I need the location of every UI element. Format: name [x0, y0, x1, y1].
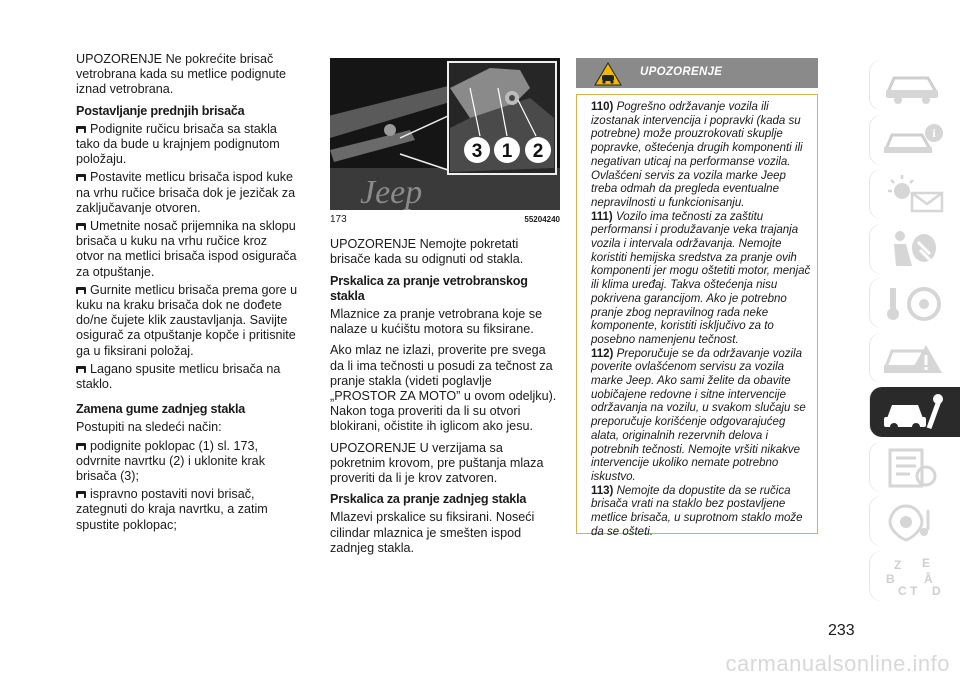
tab-lights[interactable]	[870, 169, 960, 219]
svg-text:D: D	[932, 583, 941, 597]
section-heading-rear-wiper: Zamena gume zadnjeg stakla	[76, 402, 246, 417]
rear-wiper-figure	[330, 58, 560, 210]
step-item: Umetnite nosač prijemnika na sklopu brisača u kuku na vrhu ručice kroz otvor na metlici brisača ispod osigurača za otpuštanje.	[76, 219, 297, 279]
warning-item: 112) Preporučuje se da održavanje vozila poverite ovlašćenom servisu za vozila marke Jeep. Ako sami želite da obavite uobičajene redovne i sitne intervencije održavanja na vozilu, u svakom slučaju se preporučuje korišćenje odgovarajućeg alata, originalnih rezervnih delova i potrebnih tečnosti. Nemojte vršiti nikakve intervencije ukoliko nemate potrebno iskustvo.	[591, 347, 806, 483]
car-info-icon	[882, 119, 948, 161]
figure-code: 55204240	[524, 215, 560, 224]
step-bullet-icon	[76, 126, 86, 133]
warning-panel	[576, 58, 818, 538]
step-item: ispravno postaviti novi brisač, zategnuti do kraja navrtku, a zatim spustite poklopac;	[76, 487, 268, 532]
emergency-icon	[882, 337, 948, 379]
multimedia-icon	[882, 500, 948, 542]
step-bullet-icon	[76, 443, 86, 450]
specs-icon	[882, 446, 948, 488]
tab-multimedia[interactable]	[870, 496, 960, 546]
warning-item: 110) Pogrešno održavanje vozila ili izostanak intervencija i popravki (kada su potrebne) može prouzrokovati skuplje popravke, oštećenja drugih komponenti ili negativan uticaj na performanse vozila. Ovlašćeni servis za vozila marke Jeep treba odmah da pregleda eventualne nepravilnosti u funkcionisanju.	[591, 101, 803, 209]
step-item: Podignite ručicu brisača sa stakla tako da bude u krajnjem podignutom položaju.	[76, 121, 280, 167]
warning-title: UPOZORENJE	[640, 66, 723, 79]
svg-text:B: B	[886, 571, 895, 586]
warning-text: UPOZORENJE Nemojte pokretati brisače kada su odignuti od stakla.	[330, 237, 524, 267]
step-item: podignite poklopac (1) sl. 173, odvrnite navrtku (2) i uklonite krak brisača (3);	[76, 438, 265, 484]
page-number: 233	[828, 622, 855, 639]
svg-text:E: E	[922, 555, 931, 570]
tab-airbag[interactable]	[870, 224, 960, 274]
car-overview-icon	[882, 64, 948, 106]
svg-text:1: 1	[501, 141, 513, 162]
paragraph: Mlazevi prskalice su fiksirani. Noseći cilindar mlaznica je smešten ispod zadnjeg stakla.	[330, 510, 535, 555]
step-item: Lagano spusite metlicu brisača na staklo.	[76, 361, 281, 392]
maintenance-icon	[882, 391, 948, 433]
paragraph: Mlaznice za pranje vetrobrana koje se nalaze u kućištu motora su fiksirane.	[330, 307, 543, 337]
tab-specs[interactable]	[870, 442, 960, 492]
warning-item: 113) Nemojte da dopustite da se ručica brisača vrati na staklo bez postavljene metlice brisača, u suprotnom staklo može da se ošteti.	[591, 484, 803, 538]
tab-car-info[interactable]	[870, 115, 960, 165]
tab-steering[interactable]	[870, 278, 960, 328]
tab-emergency[interactable]	[870, 333, 960, 383]
tab-index[interactable]	[870, 551, 960, 601]
step-item: Postavite metlicu brisača ispod kuke na vrhu ručice brisača dok je jezičak za zaključavanje otvoren.	[76, 170, 296, 215]
index-icon	[882, 555, 948, 597]
warning-text: UPOZORENJE U verzijama sa pokretnim krovom, pre puštanja mlaza proveriti da li je krov zatvoren.	[330, 440, 544, 486]
steering-icon	[882, 282, 948, 324]
column-left	[76, 52, 298, 536]
lights-icon	[882, 173, 948, 215]
column-middle	[330, 58, 560, 559]
section-heading-front-wipers: Postavljanje prednjih brisača	[76, 103, 245, 118]
warning-text: UPOZORENJE Ne pokrećite brisač vetrobrana kada su metlice podignute iznad vetrobrana.	[76, 52, 287, 97]
svg-text:Jeep: Jeep	[360, 174, 423, 210]
rear-wiper-illustration	[330, 58, 560, 210]
step-bullet-icon	[76, 223, 86, 230]
warning-body	[576, 94, 818, 538]
svg-text:3: 3	[471, 141, 483, 162]
paragraph: Ako mlaz ne izlazi, proverite pre svega da li ima tečnosti u posudi za tečnost za pranje stakla (videti poglavlje „PROSTOR ZA MOTO” u ovom odeljku). Nakon toga proveriti da li su otvori blokirani, očistite ih iglicom ako jesu.	[330, 343, 557, 434]
warning-header	[576, 58, 818, 88]
step-item: Gurnite metlicu brisača prema gore u kuku na kraku brisača dok ne dođete do/ne čujete klik zaustavljanja. Savijte osigurač za otpuštanje kopče i pritisnite ga u fiksirani položaj.	[76, 282, 298, 358]
warning-car-icon	[594, 62, 622, 86]
svg-text:C: C	[898, 583, 907, 597]
warning-item: 111) Vozilo ima tečnosti za zaštitu performansi i produžavanje veka trajanja vozila i intervala održavanja. Nemojte koristiti hemijska sredstva za pranje ovih komponenti jer mogu oštetiti motor, menjač ili klima uređaj. Takva oštećenja nisu pokrivena garancijom. Ako je potrebno pranje zbog nepravilnog rada neke komponente, koristiti isključivo za to posebno namenjenu tečnost.	[591, 210, 811, 346]
svg-text:2: 2	[532, 141, 544, 162]
chapter-tabs	[870, 60, 960, 605]
tab-car-overview[interactable]	[870, 60, 960, 110]
svg-text:i: i	[932, 125, 936, 140]
svg-text:Â: Â	[924, 571, 933, 586]
airbag-icon	[882, 228, 948, 270]
tab-maintenance[interactable]	[870, 387, 960, 437]
section-heading-rear-washer: Prskalica za pranje zadnjeg stakla	[330, 492, 527, 507]
step-bullet-icon	[76, 491, 86, 498]
step-bullet-icon	[76, 366, 86, 373]
figure-caption	[330, 212, 560, 227]
step-bullet-icon	[76, 287, 86, 294]
svg-text:T: T	[910, 583, 918, 597]
section-heading-windshield-washer: Prskalica za pranje vetrobranskog stakla	[330, 273, 528, 303]
step-bullet-icon	[76, 174, 86, 181]
figure-number: 173	[330, 214, 347, 225]
paragraph: Postupiti na sledeći način:	[76, 420, 222, 435]
svg-text:Z: Z	[894, 557, 902, 572]
watermark: carmanualsonline.info	[725, 651, 950, 676]
